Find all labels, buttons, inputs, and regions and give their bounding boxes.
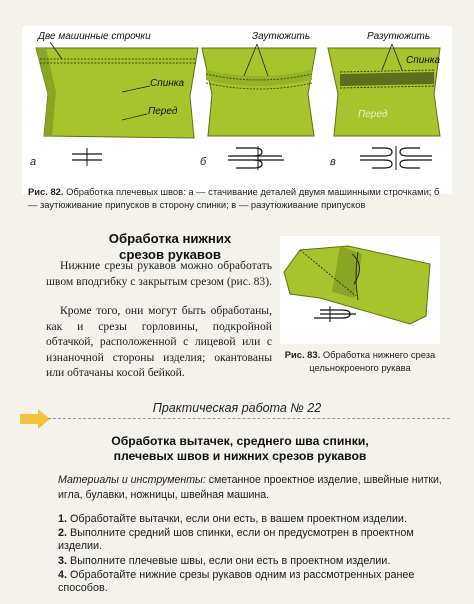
step-text: Выполните плечевые швы, если они есть в проектном изделии. [70,554,391,567]
label-front-a: Перед [148,106,178,117]
caption-ref-82: Рис. 82. [28,186,64,197]
practice-divider [48,418,450,419]
figure-83-caption [276,349,444,374]
step-item [58,527,450,553]
practice-heading-line2: плечевых швов и нижних срезов рукавов [113,449,367,463]
step-text: Обработайте нижние срезы рукавов одним из рассмотренных ранее способов. [58,568,415,595]
fabric-panel-a [36,48,198,138]
section-title-line2: срезов рукавов [118,247,222,262]
caption-text-83: Обработка нижнего среза цельнокроеного рукава [309,349,436,373]
step-number: 2. [58,527,68,540]
label-zautyuzhit: Заутюжить [252,31,311,42]
step-text: Обработайте вытачки, если они есть, в вашем проектном изделии. [70,513,407,525]
label-two-lines: Две машинные строчки [38,31,151,42]
label-back-a: Спинка [150,78,185,89]
label-front-c: Перед [358,109,388,120]
step-number: 4. [58,568,68,581]
practice-title: Практическая работа № 22 [152,401,322,415]
section-title-line1: Обработка нижних [108,231,232,246]
panel-letter-c: в [330,156,336,168]
section-paragraph-2: Кроме того, они могут быть обработаны, как и срезы горловины, подкройной обтачкой, расположенной с лицевой или с изнаночной стороны изделия; окантованы или обтачаны косой бейкой. [46,304,272,380]
section-paragraph-1: Нижние срезы рукавов можно обработать швом вподгибку с закрытым срезом (рис. 83). [46,259,272,288]
step-text: Выполните средний шов спинки, если он предусмотрен в проектном изделии. [58,527,414,553]
label-back-c: Спинка [406,55,441,66]
step-item [58,555,450,568]
step-number: 1. [58,513,68,525]
practice-heading-line1: Обработка вытачек, среднего шва спинки, [111,434,369,448]
caption-ref-83: Рис. 83. [284,349,321,360]
practice-heading [40,434,440,464]
materials-block [58,473,450,502]
figure-82-caption [28,186,448,211]
step-item [58,569,450,595]
figure-82 [22,26,452,194]
figure-82-drawing [22,26,452,194]
panel-letter-a: а [30,156,37,168]
panel-letter-b: б [200,156,207,168]
seam-allowance-c [340,72,434,86]
materials-label: Материалы и инструменты: [58,474,206,486]
figure-83 [280,236,440,344]
caption-text-82: Обработка плечевых швов: а — стачивание деталей двумя машинными строчками; б — заутюживание припусков в сторону спинки; в — разутюживание припусков [28,186,440,210]
materials-text: сметанное проектное изделие, швейные нитки, игла, булавки, ножницы, швейная машина. [58,474,442,501]
figure-83-drawing [280,236,440,344]
step-item [58,513,450,526]
label-razutyuzhit: Разутюжить [367,31,431,42]
step-number: 3. [58,554,68,567]
fabric-panel-b [202,48,316,136]
steps-list [58,513,450,595]
